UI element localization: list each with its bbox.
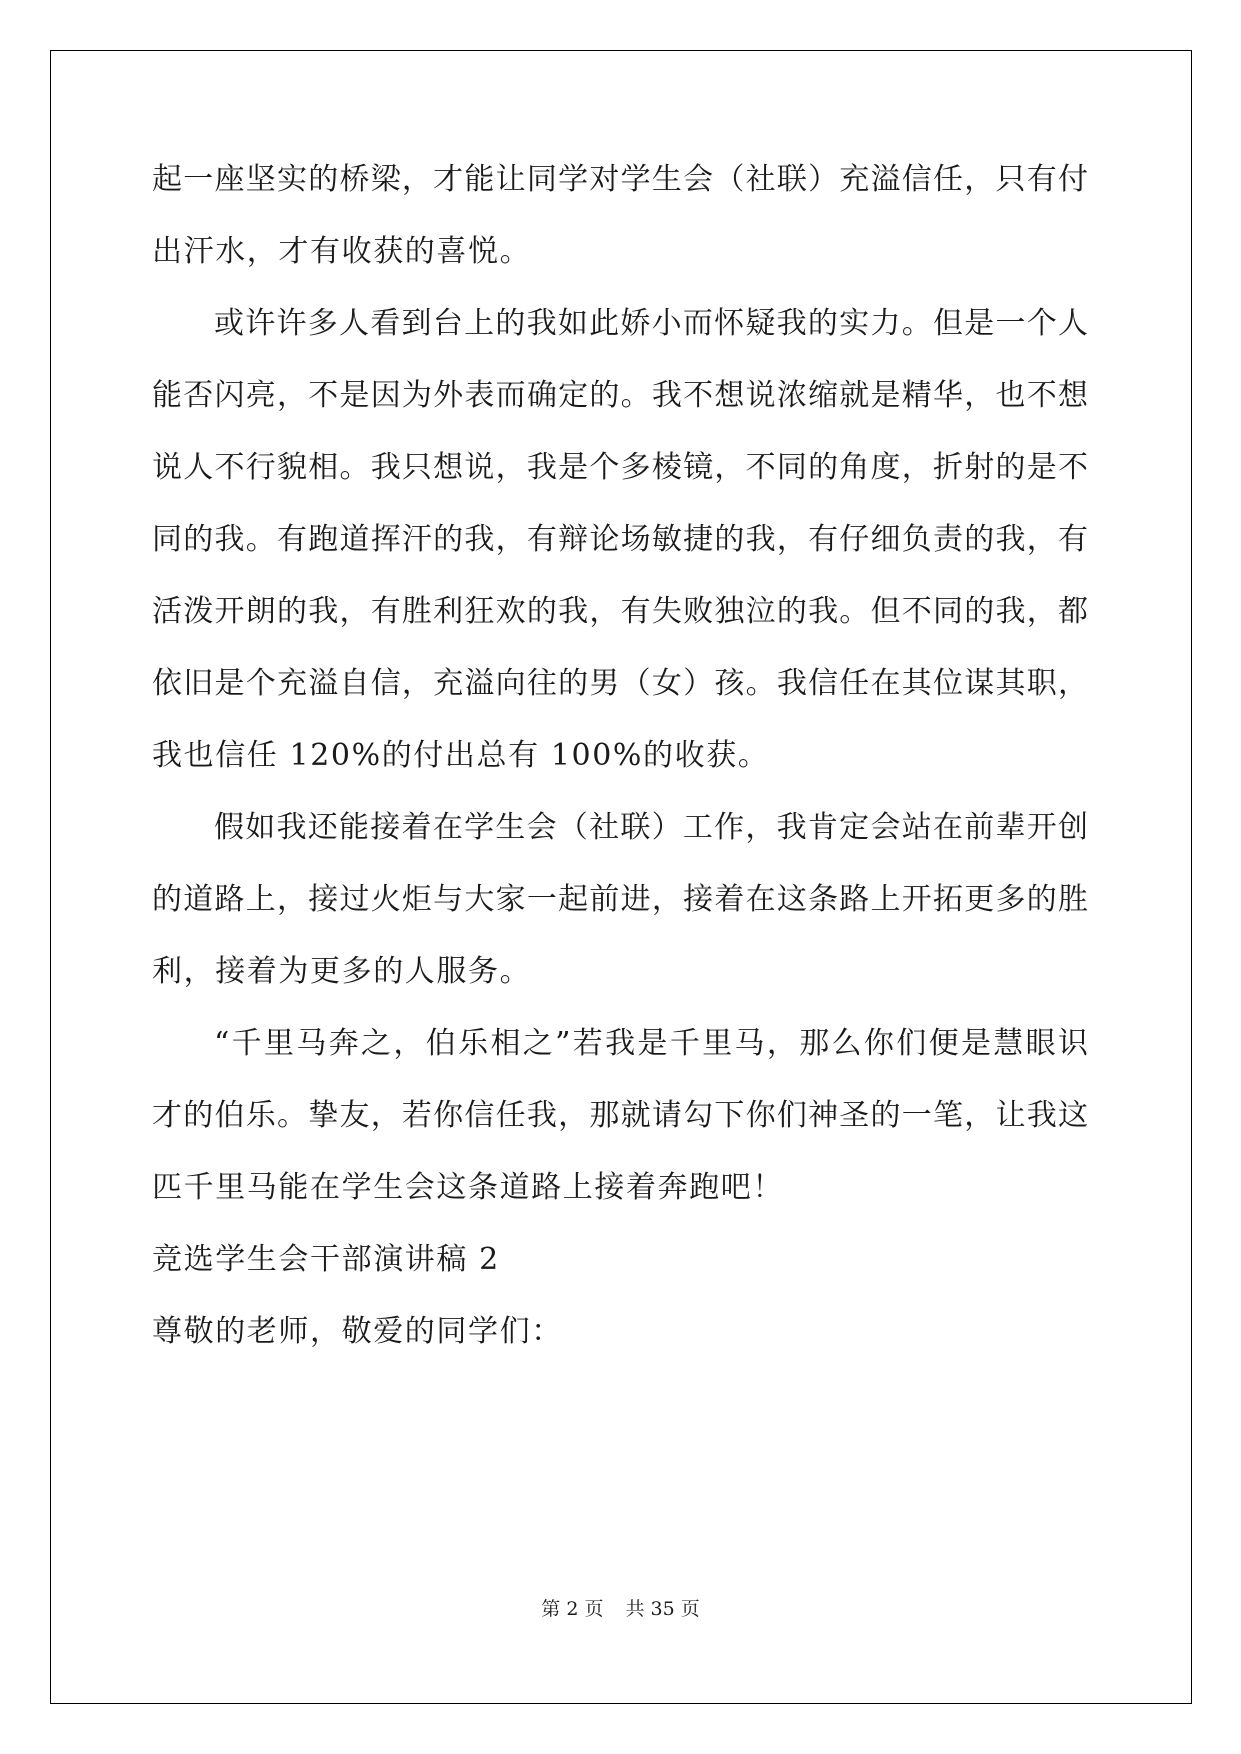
page-border [50,50,1192,1704]
section-heading: 竞选学生会干部演讲稿 2 [152,1242,500,1277]
page-total: 共 35 页 [625,1598,700,1620]
paragraph-line: 出汗水，才有收获的喜悦。 [152,234,532,269]
salutation-line: 尊敬的老师，敬爱的同学们： [152,1314,563,1349]
paragraph-line: 利，接着为更多的人服务。 [152,954,532,989]
paragraph-line: 我也信任 120%的付出总有 100%的收获。 [152,738,770,773]
paragraph-line: 匹千里马能在学生会这条道路上接着奔跑吧！ [152,1170,784,1205]
paragraph-line: 起一座坚实的桥梁，才能让同学对学生会（社联）充溢信任，只有付 [152,162,1088,197]
paragraph-line: 说人不行貌相。我只想说，我是个多棱镜，不同的角度，折射的是不 [152,450,1088,485]
paragraph-line: 或许许多人看到台上的我如此娇小而怀疑我的实力。但是一个人 [214,306,1088,341]
paragraph-line: 的道路上，接过火炬与大家一起前进，接着在这条路上开拓更多的胜 [152,882,1088,917]
paragraph-line: 依旧是个充溢自信，充溢向往的男（女）孩。我信任在其位谋其职， [152,666,1088,701]
paragraph-line: 能否闪亮，不是因为外表而确定的。我不想说浓缩就是精华，也不想 [152,378,1088,413]
paragraph-line: 同的我。有跑道挥汗的我，有辩论场敏捷的我，有仔细负责的我，有 [152,522,1088,557]
page-number: 第 2 页 [541,1598,604,1620]
page-footer [0,1596,1241,1622]
paragraph-line: 活泼开朗的我，有胜利狂欢的我，有失败独泣的我。但不同的我，都 [152,594,1088,629]
paragraph-line: 假如我还能接着在学生会（社联）工作，我肯定会站在前辈开创 [214,810,1088,845]
paragraph-line: 才的伯乐。挚友，若你信任我，那就请勾下你们神圣的一笔，让我这 [152,1098,1088,1133]
paragraph-line: “千里马奔之，伯乐相之”若我是千里马，那么你们便是慧眼识 [214,1026,1088,1061]
